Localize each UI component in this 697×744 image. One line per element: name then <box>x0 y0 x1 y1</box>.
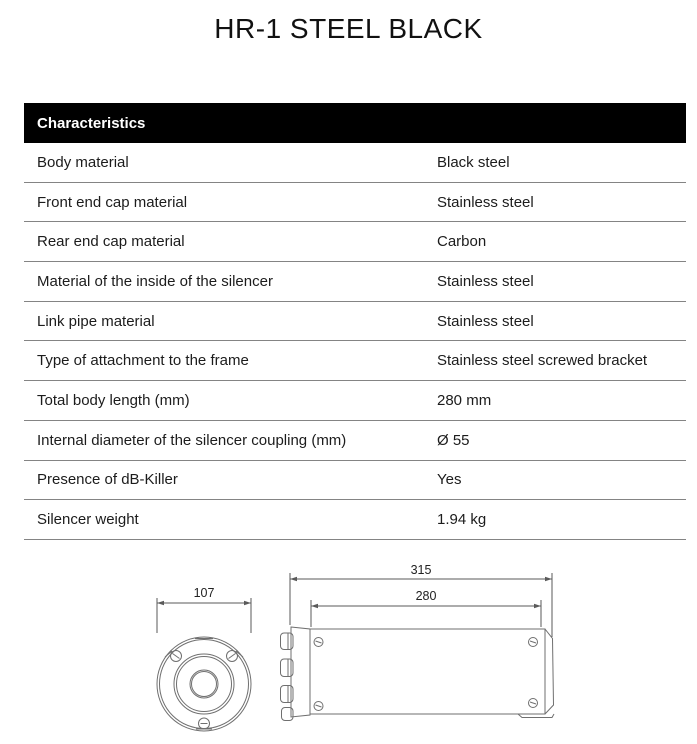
table-row <box>24 341 686 381</box>
front-rivet-holes <box>171 651 238 730</box>
characteristic-value: Stainless steel <box>437 272 534 290</box>
table-row <box>24 461 686 501</box>
characteristic-value: Black steel <box>437 153 510 171</box>
table-row <box>24 500 686 540</box>
characteristic-value: Carbon <box>437 233 487 251</box>
characteristic-label: Front end cap material <box>37 193 188 211</box>
table-body <box>24 143 686 540</box>
dimension-315-label: 315 <box>410 563 432 577</box>
characteristic-value: Stainless steel screwed bracket <box>437 352 648 370</box>
characteristic-label: Total body length (mm) <box>37 391 190 409</box>
characteristic-value: 1.94 kg <box>437 511 487 529</box>
dimension-280 <box>311 589 541 627</box>
characteristic-label: Link pipe material <box>37 312 155 330</box>
characteristics-table <box>24 103 686 540</box>
characteristic-value: Stainless steel <box>437 193 534 211</box>
dimension-107 <box>157 586 251 633</box>
characteristic-value: Ø 55 <box>437 431 470 449</box>
front-view <box>157 586 251 731</box>
table-row <box>24 302 686 342</box>
characteristic-label: Internal diameter of the silencer coupling (mm) <box>37 431 347 449</box>
dimension-280-label: 280 <box>415 589 437 603</box>
table-row <box>24 262 686 302</box>
rear-end-cap <box>545 629 554 714</box>
technical-drawing <box>0 559 697 744</box>
table-header: Characteristics <box>24 103 686 143</box>
characteristic-value: Yes <box>437 471 462 489</box>
characteristic-label: Material of the inside of the silencer <box>37 272 273 290</box>
table-row <box>24 222 686 262</box>
table-row <box>24 421 686 461</box>
characteristic-label: Rear end cap material <box>37 233 185 251</box>
table-row <box>24 143 686 183</box>
characteristic-label: Type of attachment to the frame <box>37 352 249 370</box>
table-row <box>24 183 686 223</box>
characteristic-label: Silencer weight <box>37 511 139 529</box>
characteristic-label: Presence of dB-Killer <box>37 471 178 489</box>
dimension-107-label: 107 <box>193 586 215 600</box>
rear-foot <box>518 714 554 718</box>
characteristic-value: Stainless steel <box>437 312 534 330</box>
body-rivets <box>314 638 538 711</box>
page-title: HR-1 STEEL BLACK <box>214 13 483 44</box>
side-view <box>281 563 555 721</box>
characteristic-value: 280 mm <box>437 391 492 409</box>
inlet-sleeve <box>291 627 310 717</box>
table-row <box>24 381 686 421</box>
characteristic-label: Body material <box>37 153 129 171</box>
silencer-body <box>310 629 545 714</box>
